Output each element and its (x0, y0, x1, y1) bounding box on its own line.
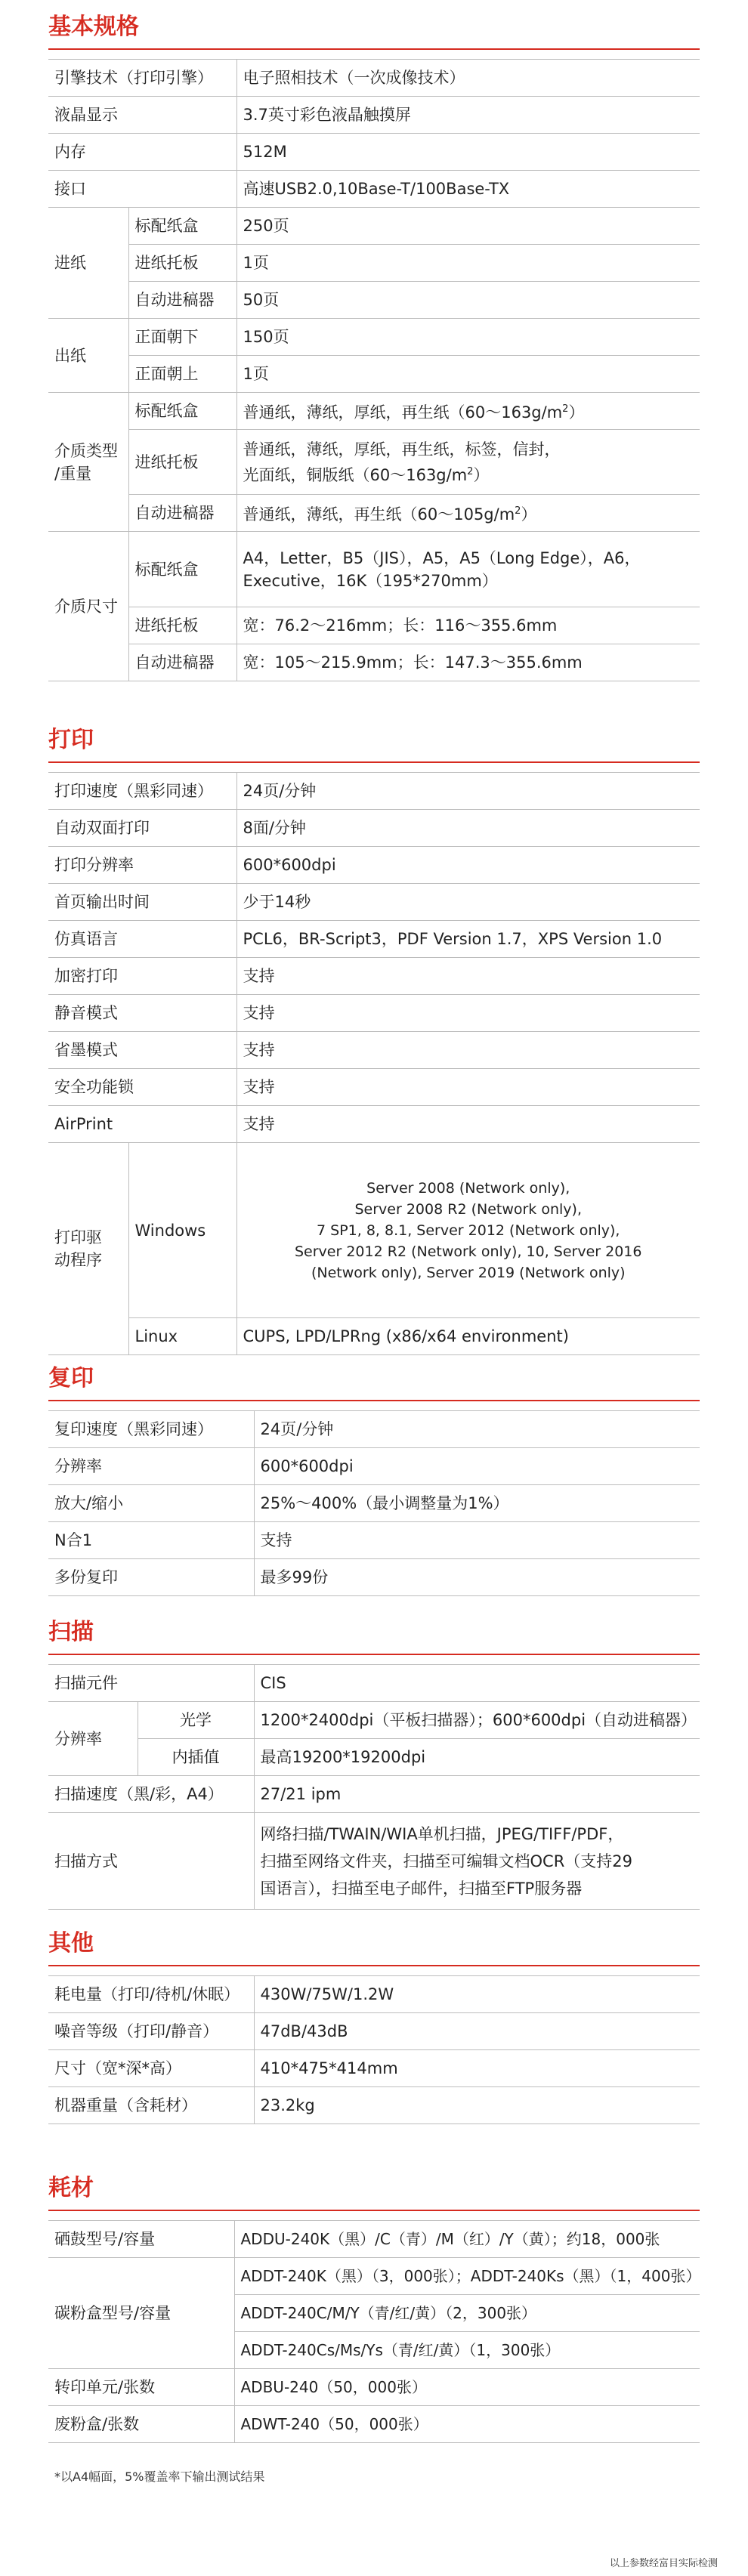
table-row (48, 1976, 700, 2013)
section-title: 其他 (48, 1930, 94, 1957)
table-row (48, 2369, 700, 2406)
spec-value-text: 普通纸，薄纸，厚纸，再生纸（60～163g/m (243, 403, 563, 422)
spec-label: 耗电量（打印/待机/休眠） (48, 1976, 254, 2013)
table-row (48, 2406, 700, 2443)
spec-group-label (48, 1143, 128, 1355)
section-divider (48, 48, 700, 50)
spec-label: 机器重量（含耗材） (48, 2087, 254, 2124)
spec-table-scan (48, 1664, 700, 1910)
table-row (48, 2258, 700, 2295)
table-row (48, 607, 700, 644)
spec-value: 1页 (236, 245, 700, 282)
spec-group-label-line: 介质类型 (54, 441, 118, 460)
spec-sublabel: 标配纸盒 (128, 532, 236, 607)
spec-label: 硒鼓型号/容量 (48, 2221, 234, 2258)
spec-group-label-line: /重量 (54, 464, 92, 483)
section-divider (48, 761, 700, 763)
spec-label: 扫描方式 (48, 1813, 254, 1910)
table-row (48, 921, 700, 958)
spec-value: 最高19200*19200dpi (254, 1739, 700, 1776)
spec-value-text: 普通纸，薄纸，再生纸（60～105g/m (243, 505, 515, 524)
spec-value: CIS (254, 1665, 700, 1702)
spec-label: 液晶显示 (48, 97, 236, 134)
spec-sublabel: Linux (128, 1318, 236, 1355)
spec-value (236, 1143, 700, 1318)
spec-value: 宽：105～215.9mm；长：147.3～355.6mm (236, 644, 700, 681)
spec-value: 47dB/43dB (254, 2013, 700, 2050)
spec-value: 8面/分钟 (236, 810, 700, 847)
spec-group-label (48, 393, 128, 532)
spec-value: 430W/75W/1.2W (254, 1976, 700, 2013)
table-row (48, 1448, 700, 1485)
superscript: 2 (562, 403, 569, 415)
spec-label: AirPrint (48, 1106, 236, 1143)
spec-value-line: Server 2008 R2 (Network only), (354, 1200, 582, 1218)
section-title: 打印 (48, 727, 94, 753)
spec-label: 打印速度（黑彩同速） (48, 773, 236, 810)
table-row (48, 2087, 700, 2124)
spec-table-consumables (48, 2220, 700, 2443)
spec-value (236, 430, 700, 495)
spec-sublabel: 自动进稿器 (128, 282, 236, 319)
spec-label: 废粉盒/张数 (48, 2406, 234, 2443)
spec-label: 引擎技术（打印引擎） (48, 60, 236, 97)
spec-value: ADDT-240C/M/Y（青/红/黄）（2，300张） (234, 2295, 700, 2332)
table-row (48, 1665, 700, 1702)
spec-label: 自动双面打印 (48, 810, 236, 847)
spec-value (236, 393, 700, 430)
spec-value-line (243, 461, 694, 486)
spec-value-line: A4，Letter，B5（JIS），A5，A5（Long Edge），A6， (243, 548, 641, 567)
spec-value: ADBU-240（50，000张） (234, 2369, 700, 2406)
table-row (48, 2050, 700, 2087)
spec-value-text: 光面纸，铜版纸（60～163g/m (243, 465, 468, 484)
spec-value-text: ） (568, 403, 585, 422)
table-row (48, 393, 700, 430)
spec-sublabel: Windows (128, 1143, 236, 1318)
spec-sublabel: 内插值 (138, 1739, 254, 1776)
table-row (48, 1776, 700, 1813)
spec-value: 1页 (236, 356, 700, 393)
footer-disclaimer: 以上参数经富目实际检测 (609, 2558, 718, 2569)
spec-value: 410*475*414mm (254, 2050, 700, 2087)
spec-label: 内存 (48, 134, 236, 171)
table-row (48, 1739, 700, 1776)
spec-value: PCL6，BR-Script3，PDF Version 1.7，XPS Version 1.0 (236, 921, 700, 958)
spec-label: 转印单元/张数 (48, 2369, 234, 2406)
section-title: 扫描 (48, 1619, 94, 1645)
table-row (48, 1069, 700, 1106)
spec-sublabel: 自动进稿器 (128, 495, 236, 532)
spec-group-label: 碳粉盒型号/容量 (48, 2258, 234, 2369)
spec-value: 支持 (236, 1069, 700, 1106)
spec-value: 支持 (236, 1106, 700, 1143)
section-divider (48, 1654, 700, 1655)
table-row (48, 2221, 700, 2258)
spec-value (236, 495, 700, 532)
spec-label: 安全功能锁 (48, 1069, 236, 1106)
spec-value: 250页 (236, 208, 700, 245)
table-row (48, 1702, 700, 1739)
spec-label: 复印速度（黑彩同速） (48, 1411, 254, 1448)
table-row (48, 171, 700, 208)
spec-group-label: 介质尺寸 (48, 532, 128, 681)
spec-table-print (48, 772, 700, 1355)
spec-sublabel: 光学 (138, 1702, 254, 1739)
spec-label: 仿真语言 (48, 921, 236, 958)
table-row (48, 847, 700, 884)
table-row (48, 319, 700, 356)
section-divider (48, 2210, 700, 2211)
spec-sublabel: 正面朝下 (128, 319, 236, 356)
spec-table-other (48, 1975, 700, 2124)
spec-value: 最多99份 (254, 1559, 700, 1596)
spec-value: ADDT-240K（黑）（3，000张）；ADDT-240Ks（黑）（1，400张） (234, 2258, 700, 2295)
spec-label: 首页输出时间 (48, 884, 236, 921)
table-row (48, 532, 700, 607)
spec-label: 静音模式 (48, 995, 236, 1032)
table-row (48, 1032, 700, 1069)
spec-sublabel: 进纸托板 (128, 430, 236, 495)
spec-value: ADWT-240（50，000张） (234, 2406, 700, 2443)
table-row (48, 884, 700, 921)
spec-label: 打印分辨率 (48, 847, 236, 884)
spec-value: 150页 (236, 319, 700, 356)
spec-value: 支持 (236, 1032, 700, 1069)
spec-group-label-line: 打印驱 (54, 1228, 102, 1246)
spec-value-text: ） (473, 465, 490, 484)
spec-group-label: 出纸 (48, 319, 128, 393)
spec-sublabel: 正面朝上 (128, 356, 236, 393)
spec-value-line: 网络扫描/TWAIN/WIA单机扫描，JPEG/TIFF/PDF， (260, 1824, 624, 1843)
spec-label: 扫描速度（黑/彩，A4） (48, 1776, 254, 1813)
table-row (48, 1559, 700, 1596)
table-row (48, 644, 700, 681)
spec-value-line: (Network only), Server 2019 (Network only) (311, 1264, 626, 1281)
spec-label: 放大/缩小 (48, 1485, 254, 1522)
table-row (48, 356, 700, 393)
spec-label: 尺寸（宽*深*高） (48, 2050, 254, 2087)
table-row (48, 60, 700, 97)
spec-value-text: ） (521, 505, 537, 524)
table-row (48, 245, 700, 282)
table-row (48, 1318, 700, 1355)
spec-sublabel: 进纸托板 (128, 607, 236, 644)
spec-value: 支持 (236, 958, 700, 995)
spec-label: 噪音等级（打印/静音） (48, 2013, 254, 2050)
spec-value: 少于14秒 (236, 884, 700, 921)
table-row (48, 1143, 700, 1318)
spec-value: 24页/分钟 (254, 1411, 700, 1448)
table-row (48, 773, 700, 810)
spec-value: 宽：76.2～216mm；长：116～355.6mm (236, 607, 700, 644)
spec-value: 支持 (254, 1522, 700, 1559)
spec-value: 1200*2400dpi（平板扫描器）；600*600dpi（自动进稿器） (254, 1702, 700, 1739)
spec-sublabel: 自动进稿器 (128, 644, 236, 681)
spec-group-label: 进纸 (48, 208, 128, 319)
spec-value (236, 532, 700, 607)
spec-value: 50页 (236, 282, 700, 319)
spec-group-label-line: 动程序 (54, 1251, 102, 1269)
spec-value: 高速USB2.0,10Base-T/100Base-TX (236, 171, 700, 208)
section-title: 基本规格 (48, 14, 139, 40)
spec-value: ADDT-240Cs/Ms/Ys（青/红/黄）（1，300张） (234, 2332, 700, 2369)
table-row (48, 97, 700, 134)
spec-value: 512M (236, 134, 700, 171)
table-row (48, 995, 700, 1032)
spec-value: 600*600dpi (236, 847, 700, 884)
spec-table-basic (48, 59, 700, 681)
spec-sublabel: 进纸托板 (128, 245, 236, 282)
spec-label: 扫描元件 (48, 1665, 254, 1702)
footnote: *以A4幅面，5%覆盖率下输出测试结果 (54, 2469, 265, 2484)
spec-table-copy (48, 1410, 700, 1596)
table-row (48, 1813, 700, 1910)
spec-sublabel: 标配纸盒 (128, 393, 236, 430)
spec-value: CUPS, LPD/LPRng (x86/x64 environment) (236, 1318, 700, 1355)
spec-value-line: 普通纸，薄纸，厚纸，再生纸，标签，信封， (243, 440, 561, 459)
spec-group-label: 分辨率 (48, 1702, 138, 1776)
spec-label: N合1 (48, 1522, 254, 1559)
table-row (48, 1106, 700, 1143)
section-divider (48, 1965, 700, 1966)
spec-label: 分辨率 (48, 1448, 254, 1485)
spec-value: 支持 (236, 995, 700, 1032)
section-title: 复印 (48, 1365, 94, 1391)
spec-value: 27/21 ipm (254, 1776, 700, 1813)
spec-label: 接口 (48, 171, 236, 208)
spec-sublabel: 标配纸盒 (128, 208, 236, 245)
spec-value: 3.7英寸彩色液晶触摸屏 (236, 97, 700, 134)
superscript: 2 (515, 505, 521, 517)
spec-value-line: Executive，16K（195*270mm） (243, 571, 498, 590)
table-row (48, 1411, 700, 1448)
spec-value: ADDU-240K（黑）/C（青）/M（红）/Y（黄）；约18，000张 (234, 2221, 700, 2258)
spec-label: 省墨模式 (48, 1032, 236, 1069)
table-row (48, 1522, 700, 1559)
section-divider (48, 1400, 700, 1401)
section-title: 耗材 (48, 2175, 94, 2201)
spec-label: 加密打印 (48, 958, 236, 995)
spec-value: 23.2kg (254, 2087, 700, 2124)
spec-value: 24页/分钟 (236, 773, 700, 810)
spec-value: 电子照相技术（一次成像技术） (236, 60, 700, 97)
table-row (48, 282, 700, 319)
table-row (48, 958, 700, 995)
spec-value-line: 7 SP1, 8, 8.1, Server 2012 (Network only), (317, 1222, 620, 1239)
table-row (48, 495, 700, 532)
table-row (48, 2013, 700, 2050)
spec-value: 600*600dpi (254, 1448, 700, 1485)
table-row (48, 1485, 700, 1522)
spec-value: 25%～400%（最小调整量为1%） (254, 1485, 700, 1522)
spec-value-line: 扫描至网络文件夹，扫描至可编辑文档OCR（支持29 (260, 1852, 633, 1870)
table-row (48, 430, 700, 495)
spec-value-line: 国语言），扫描至电子邮件，扫描至FTP服务器 (260, 1879, 583, 1898)
spec-value-line: Server 2012 R2 (Network only), 10, Server 2016 (295, 1243, 642, 1260)
spec-label: 多份复印 (48, 1559, 254, 1596)
table-row (48, 810, 700, 847)
superscript: 2 (467, 465, 474, 477)
table-row (48, 208, 700, 245)
table-row (48, 134, 700, 171)
spec-value-line: Server 2008 (Network only), (366, 1179, 570, 1197)
spec-value (254, 1813, 700, 1910)
